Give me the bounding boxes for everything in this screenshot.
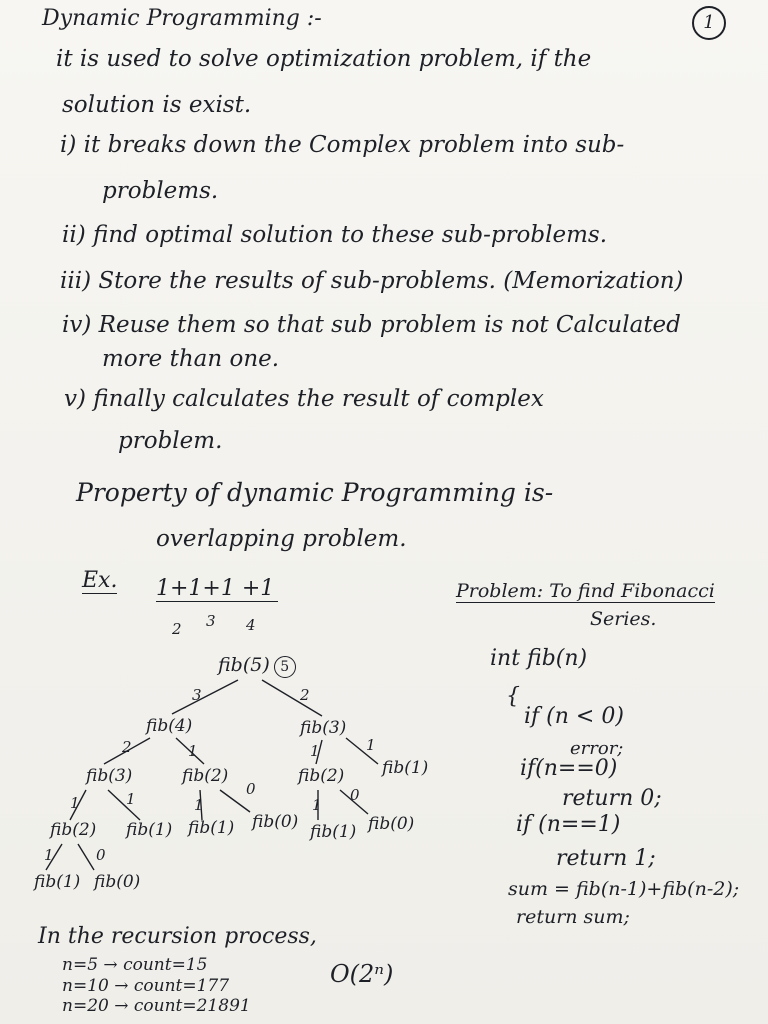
problem-title-2: Series. xyxy=(590,608,657,630)
tree-node-fib1-far-right: fib(1) xyxy=(382,758,429,778)
step-5-cont: problem. xyxy=(118,428,223,454)
tree-node-fib1: fib(1) xyxy=(310,822,357,842)
step-marker: ii) xyxy=(62,222,86,248)
step-marker: v) xyxy=(64,386,86,412)
arrow-icon: → xyxy=(114,976,129,996)
example-partial: 3 xyxy=(206,612,216,630)
intro-line-1: it is used to solve optimization problem, if the xyxy=(56,46,592,72)
edge-value: 0 xyxy=(246,780,256,798)
edge-value: 1 xyxy=(310,742,320,760)
code-line: { xyxy=(506,684,520,709)
step-text: Reuse them so that sub problem is not Calculated xyxy=(98,312,681,338)
step-1-cont: problems. xyxy=(102,178,219,204)
edge-value: 2 xyxy=(122,738,132,756)
root-result-circle: 5 xyxy=(274,656,296,678)
complexity: O(2ⁿ) xyxy=(330,960,394,988)
recursion-row xyxy=(62,955,207,975)
edge-value: 1 xyxy=(312,796,322,814)
tree-node-fib0: fib(0) xyxy=(368,814,415,834)
code-line: int fib(n) xyxy=(490,646,588,671)
tree-node-fib0: fib(0) xyxy=(94,872,141,892)
tree-node-fib2-mid: fib(2) xyxy=(182,766,229,786)
step-marker: iv) xyxy=(62,312,92,338)
edge-value: 0 xyxy=(350,786,360,804)
step-text: finally calculates the result of complex xyxy=(93,386,544,412)
tree-node-fib1: fib(1) xyxy=(34,872,81,892)
step-text: it breaks down the Complex problem into sub- xyxy=(83,132,625,158)
tree-node-fib2-right: fib(2) xyxy=(298,766,345,786)
code-line: if (n==1) xyxy=(516,812,621,837)
code-line: sum = fib(n-1)+fib(n-2); xyxy=(508,878,740,900)
tree-node-fib3-left: fib(3) xyxy=(86,766,133,786)
tree-node-fib4: fib(4) xyxy=(146,716,193,736)
example-label: Ex. xyxy=(82,568,118,593)
edge-value: 1 xyxy=(126,790,136,808)
edge xyxy=(172,680,238,714)
recursion-count: count=21891 xyxy=(133,996,251,1016)
recursion-title: In the recursion process, xyxy=(38,924,317,949)
code-line: error; xyxy=(570,738,624,759)
example-partial: 4 xyxy=(246,616,256,634)
edge-value: 3 xyxy=(192,686,202,704)
recursion-row xyxy=(62,976,229,996)
recursion-n: n=20 xyxy=(62,996,109,1016)
example-partial: 2 xyxy=(172,620,182,638)
problem-title: Problem: To find Fibonacci xyxy=(456,580,715,602)
step-4-cont: more than one. xyxy=(102,346,280,372)
step-text: Store the results of sub-problems. (Memorization) xyxy=(98,268,684,294)
recursion-n: n=10 xyxy=(62,976,109,996)
edge xyxy=(262,680,322,716)
recursion-count: count=15 xyxy=(123,955,208,975)
edge-value: 2 xyxy=(300,686,310,704)
tree-node-fib2-left: fib(2) xyxy=(50,820,97,840)
tree-node-fib3-right: fib(3) xyxy=(300,718,347,738)
page-title: Dynamic Programming :- xyxy=(42,6,322,31)
step-text: find optimal solution to these sub-problems. xyxy=(93,222,608,248)
intro-line-2: solution is exist. xyxy=(62,92,252,118)
code-line: if (n < 0) xyxy=(524,704,624,729)
code-line: return 0; xyxy=(562,786,662,811)
edge xyxy=(78,844,94,870)
arrow-icon: → xyxy=(114,996,129,1016)
example-sum: 1+1+1 +1 xyxy=(156,576,278,602)
edge-value: 1 xyxy=(194,796,204,814)
edge-value: 1 xyxy=(366,736,376,754)
recursion-count: count=177 xyxy=(133,976,230,996)
property-line-2: overlapping problem. xyxy=(156,526,407,552)
edge-value: 1 xyxy=(188,742,198,760)
recursion-row xyxy=(62,996,251,1016)
tree-node-fib1: fib(1) xyxy=(188,818,235,838)
edge-value: 1 xyxy=(70,794,80,812)
arrow-icon: → xyxy=(103,955,118,975)
code-line: return sum; xyxy=(516,906,630,928)
edge-value: 1 xyxy=(44,846,54,864)
tree-node-fib1: fib(1) xyxy=(126,820,173,840)
recursion-n: n=5 xyxy=(62,955,99,975)
code-line: return 1; xyxy=(556,846,656,871)
code-line: if(n==0) xyxy=(520,756,618,781)
page-number: 1 xyxy=(692,6,726,40)
step-marker: i) xyxy=(60,132,77,158)
edge-value: 0 xyxy=(96,846,106,864)
property-line-1: Property of dynamic Programming is- xyxy=(76,478,554,507)
step-marker: iii) xyxy=(60,268,92,294)
tree-node-root: fib(5) 5 xyxy=(218,654,296,678)
tree-node-fib0: fib(0) xyxy=(252,812,299,832)
